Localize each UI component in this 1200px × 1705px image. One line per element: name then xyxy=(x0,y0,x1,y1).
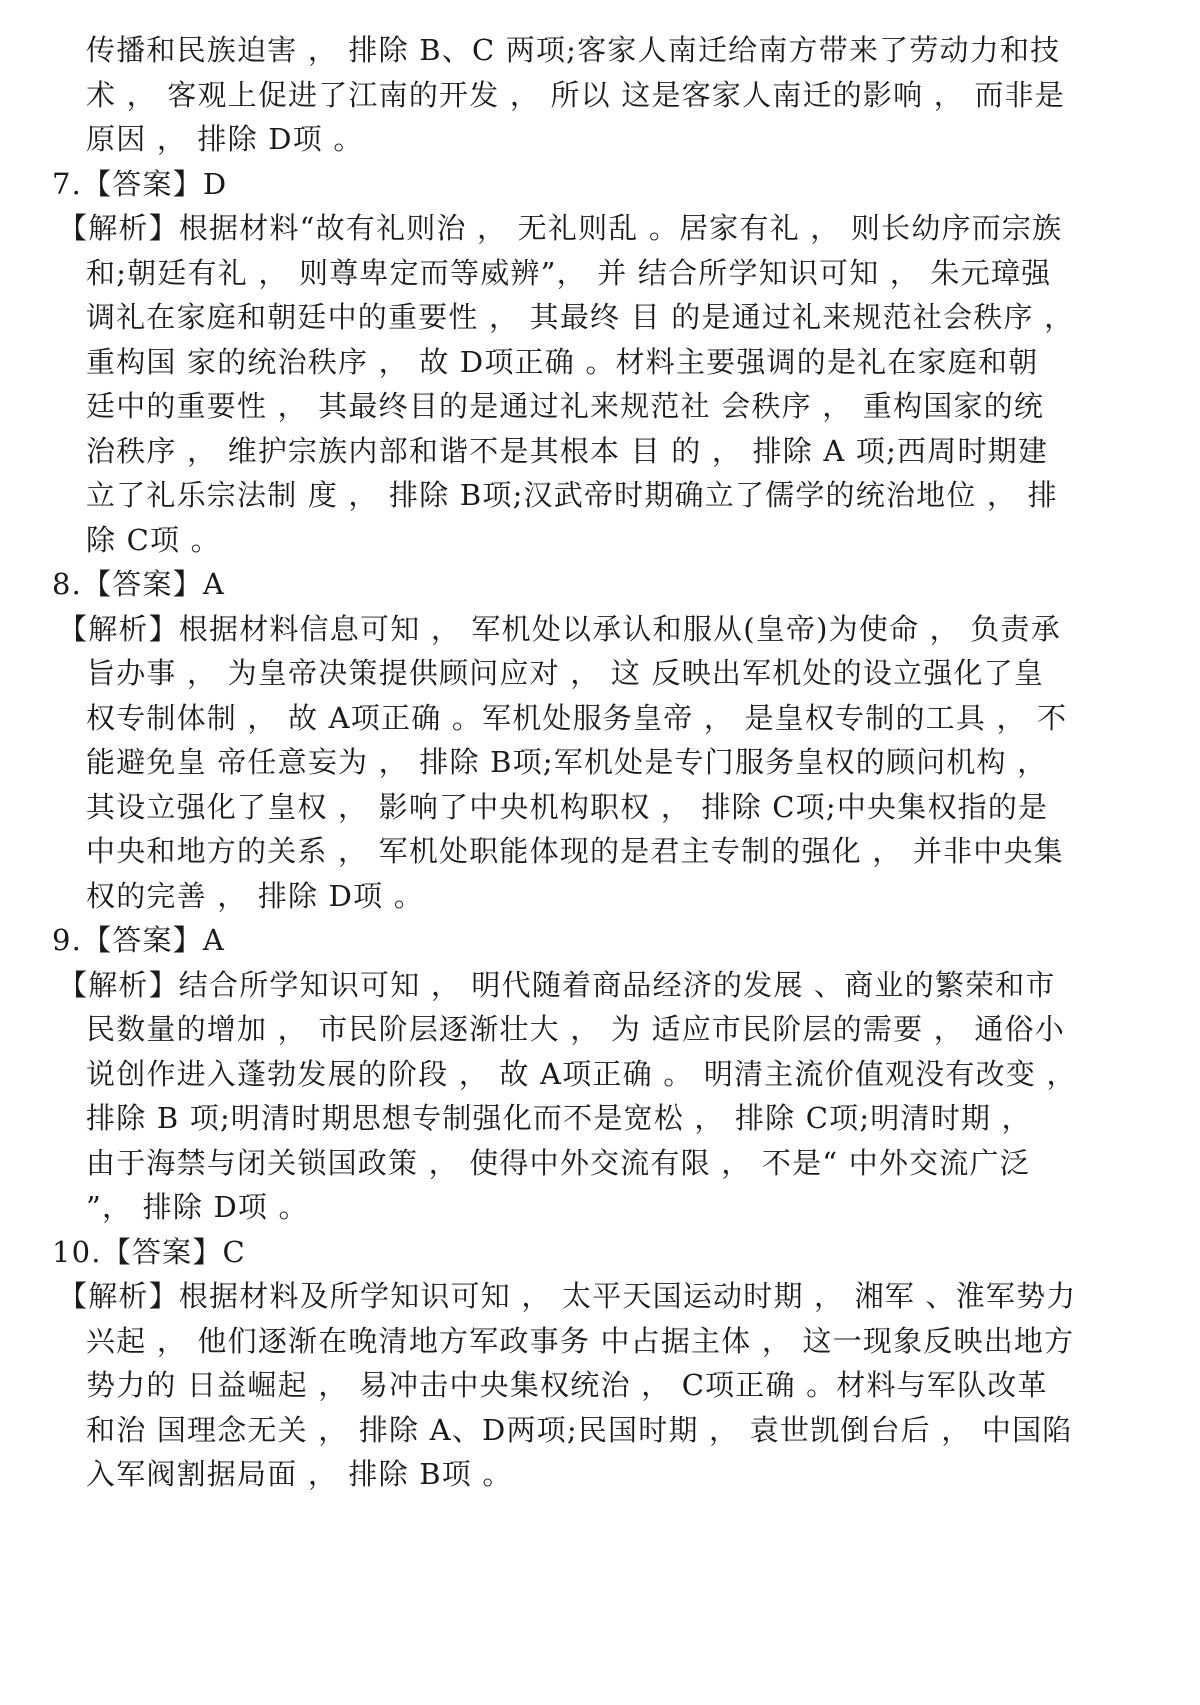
text-line: 权专制体制 ， 故 A项正确 。军机处服务皇帝 ， 是皇权专制的工具 ， 不 xyxy=(86,700,1068,735)
text-line: 势力的 日益崛起 ， 易冲击中央集权统治 ， C项正确 。材料与军队改革 xyxy=(86,1368,1048,1402)
answer-heading: 9.【答案】A xyxy=(52,923,226,957)
text-line: 术 ， 客观上促进了江南的开发 ， 所以 这是客家人南迁的影响 ， 而非是 xyxy=(86,77,1065,112)
analysis-first-line: 【解析】结合所学知识可知 ， 明代随着商品经济的发展 、商业的繁荣和市 xyxy=(58,967,1056,1002)
text-line: 旨办事 ， 为皇帝决策提供顾问应对 ， 这 反映出军机处的设立强化了皇 xyxy=(86,656,1045,690)
text-line: 原因 ， 排除 D项 。 xyxy=(86,122,364,156)
text-line: ”， 排除 D项 。 xyxy=(86,1190,309,1224)
intro-paragraph xyxy=(52,28,1140,162)
text-line: 和治 国理念无关 ， 排除 A、D两项;民国时期 ， 袁世凯倒台后 ， 中国陷 xyxy=(86,1412,1073,1447)
analysis-first-line: 【解析】根据材料及所学知识可知 ， 太平天国运动时期 ， 湘军 、淮军势力 xyxy=(58,1279,1077,1313)
analysis-first-line: 【解析】根据材料“故有礼则治 ， 无礼则乱 。居家有礼 ， 则长幼序而宗族 xyxy=(58,211,1063,245)
text-line: 其设立强化了皇权 ， 影响了中央机构职权 ， 排除 C项;中央集权指的是 xyxy=(86,789,1049,824)
text-line: 兴起 ， 他们逐渐在晚清地方军政事务 中占据主体 ， 这一现象反映出地方 xyxy=(86,1323,1075,1358)
text-line: 和;朝廷有礼 ， 则尊卑定而等威辨”， 并 结合所学知识可知 ， 朱元璋强 xyxy=(86,255,1052,290)
text-line: 排除 B 项;明清时期思想专制强化而不是宽松 ， 排除 C项;明清时期 ， xyxy=(86,1101,1032,1135)
answer-heading: 10.【答案】C xyxy=(52,1234,246,1269)
question-7 xyxy=(52,162,1140,563)
text-line: 入军阀割据局面 ， 排除 B项 。 xyxy=(86,1457,513,1491)
text-line: 能避免皇 帝任意妄为 ， 排除 B项;军机处是专门服务皇权的顾问机构 ， xyxy=(86,745,1048,779)
text-line: 中央和地方的关系 ， 军机处职能体现的是君主专制的强化 ， 并非中央集 xyxy=(86,834,1064,868)
text-line: 除 C项 。 xyxy=(86,522,221,557)
text-line: 传播和民族迫害 ， 排除 B、C 两项;客家人南迁给南方带来了劳动力和技 xyxy=(86,33,1061,67)
analysis-first-line: 【解析】根据材料信息可知 ， 军机处以承认和服从(皇帝)为使命 ， 负责承 xyxy=(58,611,1061,646)
text-line: 立了礼乐宗法制 度 ， 排除 B项;汉武帝时期确立了儒学的统治地位 ， 排 xyxy=(86,478,1058,512)
answer-heading: 8.【答案】A xyxy=(52,567,226,601)
answer-heading: 7.【答案】D xyxy=(52,166,228,201)
text-line: 廷中的重要性 ， 其最终目的是通过礼来规范社 会秩序 ， 重构国家的统 xyxy=(86,389,1045,423)
text-line: 治秩序 ， 维护宗族内部和谐不是其根本 目 的 ， 排除 A 项;西周时期建 xyxy=(86,433,1049,468)
text-line: 权的完善 ， 排除 D项 。 xyxy=(86,878,424,913)
text-line: 调礼在家庭和朝廷中的重要性 ， 其最终 目 的是通过礼来规范社会秩序 ， xyxy=(86,300,1075,334)
text-line: 由于海禁与闭关锁国政策 ， 使得中外交流有限 ， 不是“ 中外交流广泛 xyxy=(86,1145,1030,1180)
text-line: 民数量的增加 ， 市民阶层逐渐壮大 ， 为 适应市民阶层的需要 ， 通俗小 xyxy=(86,1012,1065,1046)
question-9 xyxy=(52,918,1140,1230)
question-10 xyxy=(52,1230,1140,1497)
text-line: 重构国 家的统治秩序 ， 故 D项正确 。材料主要强调的是礼在家庭和朝 xyxy=(86,344,1039,379)
question-8 xyxy=(52,562,1140,918)
text-line: 说创作进入蓬勃发展的阶段 ， 故 A项正确 。 明清主流价值观没有改变 ， xyxy=(86,1056,1077,1091)
